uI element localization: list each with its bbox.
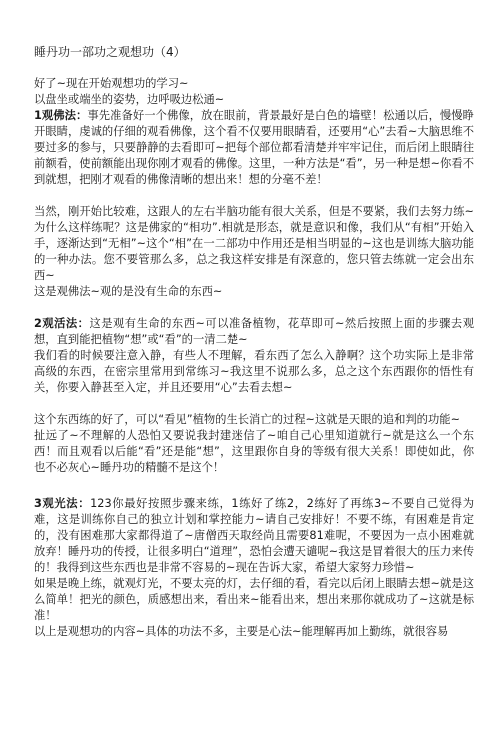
section-1-paragraph-2: 当然，刚开始比较难，这跟人的左右半脑功能有很大关系，但是不要紧，我们去努力练~为什么这样练呢？这是佛家的“相功”.相就是形态，就是意识和像，我们从“有相”开始入手，逐渐达到“无相”~这个“相”在一二部功中作用还是相当明显的~这也是训练大脑功能的一种办法。您不要管那么多，总之我这样安排是有深意的，您只管去练就一定会出东西~ — [34, 205, 474, 282]
spacer — [34, 476, 474, 496]
section-3-paragraph-2: 如果是晚上练，就观灯光，不要太亮的灯，去仔细的看，看完以后闭上眼睛去想~就是这么简单！把光的颜色，质感想出来，看出来~能看出来，想出来那你就成功了~这就是标准！ — [34, 577, 474, 622]
document-title: 睡丹功一部功之观想功（4） — [34, 45, 186, 59]
spacer — [34, 300, 474, 316]
section-3-text: 123你最好按照步骤来练，1练好了练2，2练好了再练3~不要自己觉得为难，这是训练你自己的独立计划和掌控能力~请自己安排好！不要不练，有困难是肯定的，没有困难那大家都得道了~唐僧西天取经尚且需要81难呢，不要因为一点小困难就放弃！睡丹功的传授，让很多明白“道理”，恐怕会遭天谴呢~我这是冒着很大的压力来传的！我得到这些东西也是非常不容易的~现在告诉大家，希望大家努力珍惜~ — [34, 497, 474, 574]
section-1-paragraph — [34, 108, 474, 188]
section-1-text: 事先准备好一个佛像，放在眼前，背景最好是白色的墙壁！松通以后，慢慢睁开眼睛，虔诚的仔细的观看佛像，这个看不仅要用眼睛看，还要用“心”去看~大脑思维不要过多的参与，只要静静的去看即可~把每个部位都看清楚并牢牢记住，而后闭上眼睛往前额看，使前额能出现你刚才观看的佛像。这里，一种方法是“看”，另一种是想~你看不到就想，把刚才观看的佛像清晰的想出来！想的分毫不差！ — [34, 109, 474, 186]
section-2-paragraph-4: 扯远了~不理解的人恐怕又要说我封建迷信了~咱自己心里知道就行~就是这么一个东西！而且观看以后能“看”还是能“想”，这里跟你自身的等级有很大关系！即使如此，你也不必灰心~睡丹功的精髓不是这个！ — [34, 429, 474, 474]
section-2-paragraph — [34, 316, 474, 348]
section-1-label: 1观佛法： — [34, 109, 88, 122]
section-2-paragraph-3: 这个东西练的好了，可以“看见”植物的生长消亡的过程~这就是天眼的追和判的功能~ — [34, 413, 461, 426]
section-3-label: 3观光法： — [34, 497, 91, 510]
section-1-summary: 这是观佛法~观的是没有生命的东西~ — [34, 285, 223, 298]
intro-line-1: 好了~现在开始观想功的学习~ — [34, 77, 189, 90]
section-2-label: 2观活法： — [34, 317, 90, 330]
section-3-paragraph — [34, 496, 474, 576]
document-page — [34, 44, 474, 640]
section-2-paragraph-2: 我们看的时候要注意入静，有些人不理解，看东西了怎么入静啊？这个功实际上是非常高级的东西，在密宗里常用到常练习~我这里不说那么多，总之这个东西跟你的悟性有关，你要入静甚至入定，并且还要用“心”去看去想~ — [34, 349, 474, 394]
spacer — [34, 188, 474, 204]
section-2-text: 这是观有生命的东西~可以准备植物，花草即可~然后按照上面的步骤去观想，直到能把植物“想”或“看”的一清二楚~ — [34, 317, 474, 346]
spacer — [34, 396, 474, 412]
intro-line-2: 以盘坐或端坐的姿势，边呼吸边松通~ — [34, 93, 225, 106]
section-3-paragraph-3: 以上是观想功的内容~具体的功法不多，主要是心法~能理解再加上勤练，就很容易 — [34, 625, 449, 638]
